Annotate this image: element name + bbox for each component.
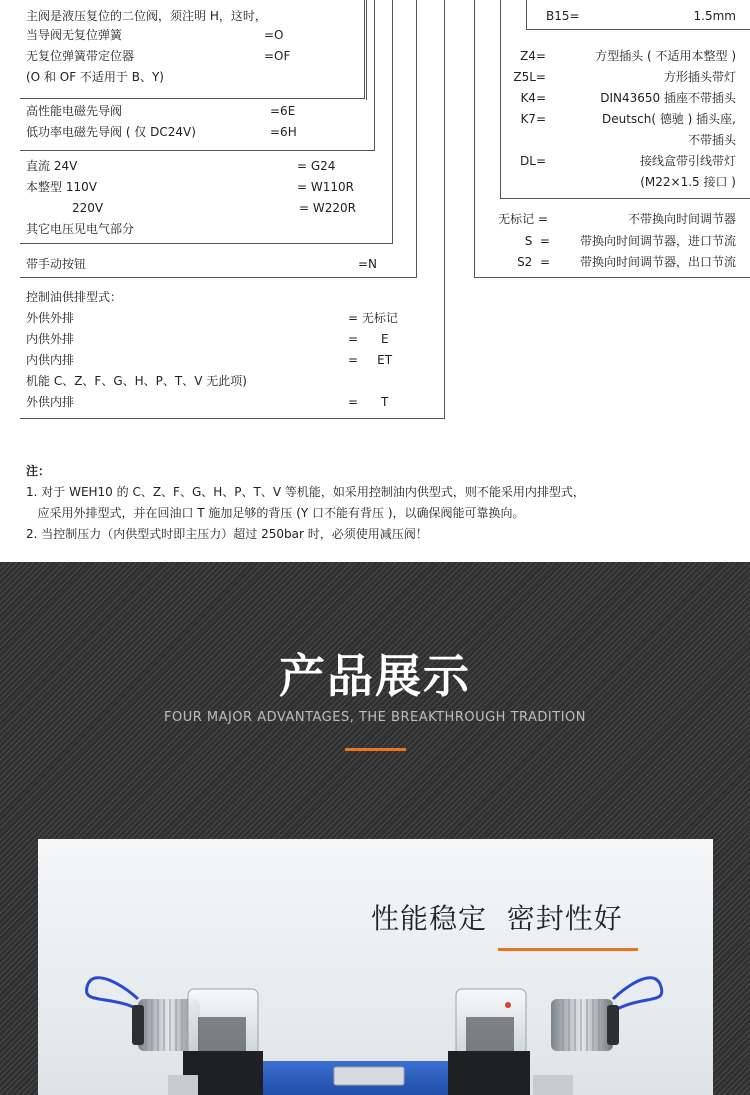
option-desc: 高性能电磁先导阀 [26,104,123,118]
option-desc: 低功率电磁先导阀 ( 仅 DC24V) [26,125,196,139]
bracket-line [392,0,393,243]
option-desc: 接线盒带引线带灯 [639,154,736,168]
option-desc: 内供外排 [26,332,75,346]
bracket-line [444,0,445,418]
option-code: 无标记 = [498,212,548,226]
option-desc: 外供外排 [26,311,75,325]
option-desc: 不带插头 [687,133,736,147]
option-code: = T [348,395,389,409]
bracket-line [364,0,365,98]
option-desc: 带换向时间调节器，出口节流 [579,255,736,269]
option-desc: 其它电压见电气部分 [26,222,135,236]
bracket-line [366,0,367,100]
option-code: =6H [270,125,297,139]
option-code: = W110R [297,180,354,194]
option-desc: 方型插头 ( 不适用本整型 ) [595,49,736,63]
option-code: K4= [520,91,546,105]
option-code: =O [264,28,284,42]
option-desc: 1.5mm [693,9,736,23]
product-photo [38,839,713,1095]
option-desc: 无复位弹簧带定位器 [26,49,135,63]
bracket-line [20,418,445,419]
option-desc: 方形插头带灯 [663,70,736,84]
note-line: 应采用外排型式，并在回油口 T 施加足够的背压 (Y 口不能有背压 )，以确保阀能可靠换向。 [26,506,525,520]
option-desc: 带手动按钮 [26,257,87,271]
option-code: = G24 [297,159,336,173]
option-desc: 内供内排 [26,353,75,367]
option-code: S2 = [517,255,550,269]
note-line: 2. 当控制压力（内供型式时即主压力）超过 250bar 时，必须使用减压阀！ [26,527,428,541]
bracket-line [500,198,750,199]
option-desc: 不带换向时间调节器 [627,212,736,226]
option-desc: DIN43650 插座不带插头 [600,91,736,105]
notes-title: 注： [26,464,51,478]
option-code: Z5L= [513,70,546,84]
option-code: B15= [546,9,580,23]
product-showcase-section [0,562,750,1095]
option-code: = ET [348,353,393,367]
option-desc: 外供内排 [26,395,75,409]
option-desc: 220V [72,201,104,215]
slogan-accent-bar [498,948,638,951]
option-code: = W220R [299,201,356,215]
option-desc: 机能 C、Z、F、G、H、P、T、V 无此项) [26,374,247,388]
bracket-line [20,98,365,99]
bracket-line [374,0,375,150]
bracket-line [526,0,527,29]
option-code: =N [358,257,378,271]
bracket-line [20,150,375,151]
option-desc: 主阀是液压复位的二位阀，须注明 H，这时， [26,9,267,23]
option-desc: 本整型 110V [26,180,97,194]
option-code: =OF [264,49,291,63]
bracket-line [416,0,417,277]
bracket-line [20,277,417,278]
option-code: = E [348,332,389,346]
bracket-line [526,29,750,30]
note-line: 1. 对于 WEH10 的 C、Z、F、G、H、P、T、V 等机能，如采用控制油内供型式，则不能采用内排型式， [26,485,585,499]
option-code: S = [524,234,550,248]
product-slogan: 性能稳定 密封性好 [371,902,623,935]
option-code: = 无标记 [348,311,398,325]
option-desc: 当导阀无复位弹簧 [26,28,123,42]
option-desc: (M22×1.5 接口 ) [640,175,736,189]
section-title: 产品展示 [279,649,471,703]
bracket-line [500,0,501,198]
bracket-line [474,0,475,277]
section-subtitle: FOUR MAJOR ADVANTAGES, THE BREAKTHROUGH TRADITION [163,710,586,725]
option-desc: 带换向时间调节器，进口节流 [579,234,736,248]
bracket-line [20,243,393,244]
option-code: K7= [520,112,546,126]
option-code: =6E [270,104,296,118]
option-desc: 直流 24V [26,159,78,173]
option-desc: (O 和 OF 不适用于 B、Y) [26,70,164,84]
option-code: DL= [520,154,546,168]
accent-bar [345,748,406,751]
solenoid-valve-illustration [38,839,713,1095]
option-code: Z4= [520,49,546,63]
bracket-line [474,277,750,278]
option-desc: Deutsch( 德驰 ) 插头座, [601,112,736,126]
option-desc: 控制油供排型式： [26,290,123,304]
